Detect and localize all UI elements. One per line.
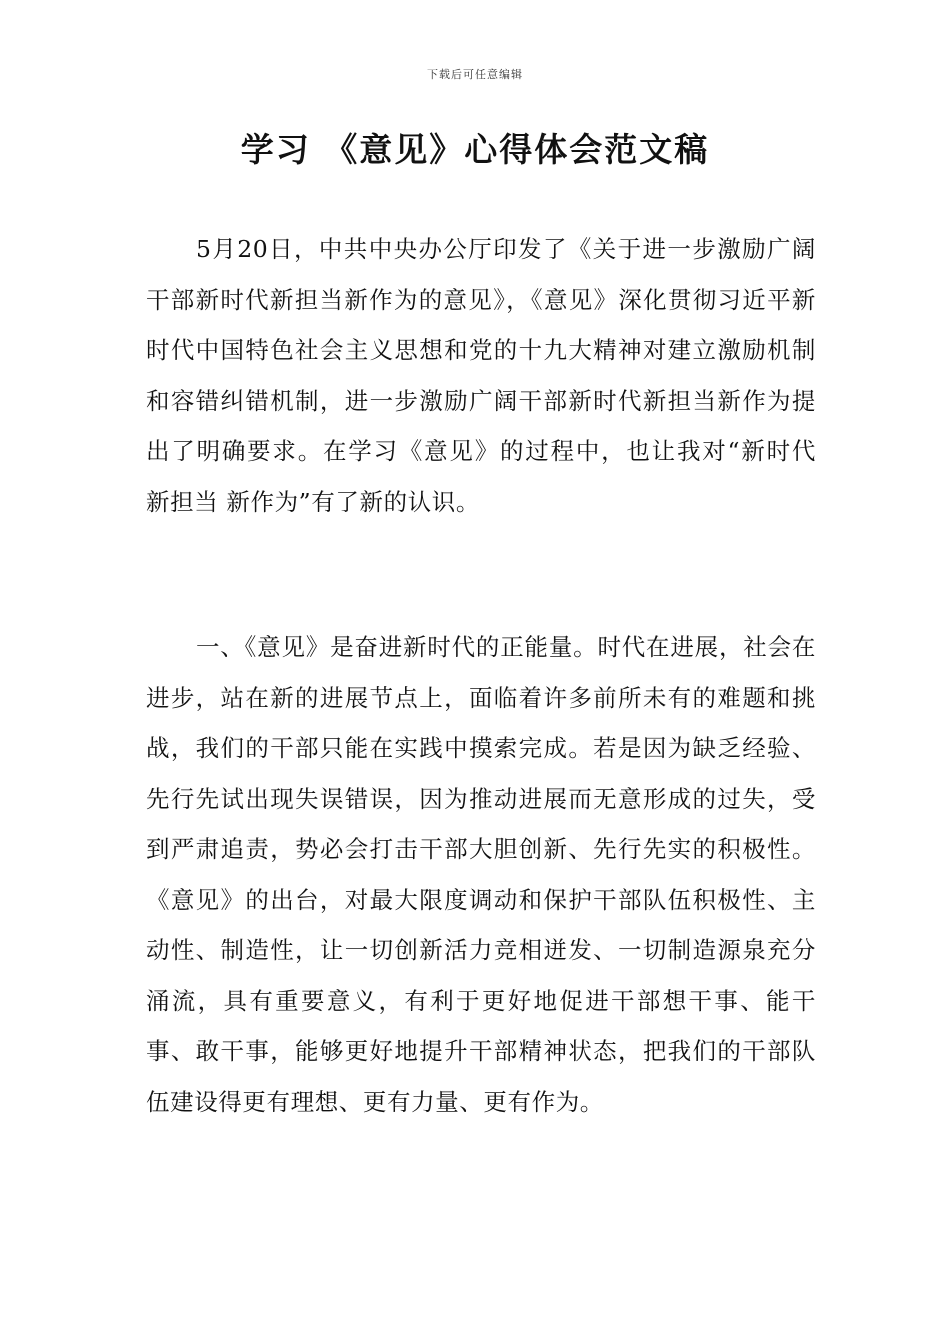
header-note: 下载后可任意编辑	[427, 68, 523, 81]
body-paragraph-intro: 5月20日，中共中央办公厅印发了《关于进一步激励广阔干部新时代新担当新作为的意见》，《意见》深化贯彻习近平新时代中国特色社会主义思想和党的十九大精神对建立激励机制和容错纠错机制，进一步激励广阔干部新时代新担当新作为提出了明确要求。在学习《意见》的过程中，也让我对“新时代 新担当 新作为”有了新的认识。	[146, 235, 816, 516]
document-title: 学习 《意见》心得体会范文稿	[240, 130, 710, 169]
body-paragraph-section-one: 一、《意见》是奋进新时代的正能量。时代在进展，社会在进步，站在新的进展节点上，面临着许多前所未有的难题和挑战，我们的干部只能在实践中摸索完成。若是因为缺乏经验、先行先试出现失误错误，因为推动进展而无意形成的过失，受到严肃追责，势必会打击干部大胆创新、先行先实的积极性。《意见》的出台，对最大限度调动和保护干部队伍积极性、主动性、制造性，让一切创新活力竞相迸发、一切制造源泉充分涌流，具有重要意义，有利于更好地促进干部想干事、能干事、敢干事，能够更好地提升干部精神状态，把我们的干部队伍建设得更有理想、更有力量、更有作为。	[146, 633, 816, 1116]
